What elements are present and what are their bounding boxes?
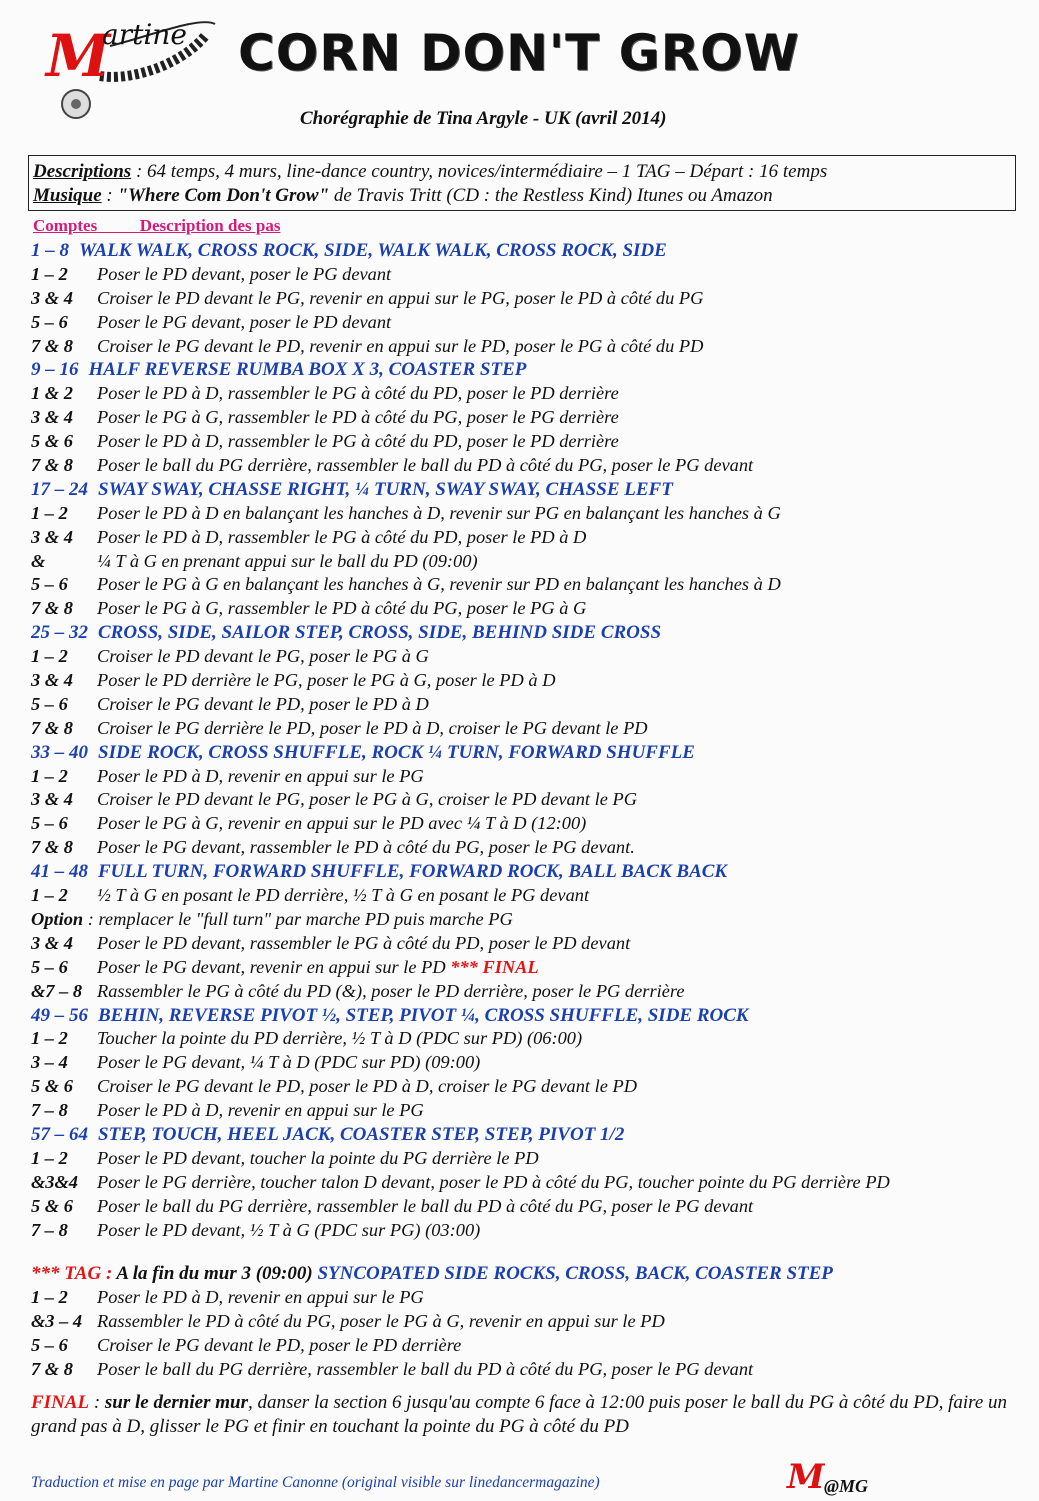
step-row [31,287,1031,311]
description-header: Description des pas [139,216,281,235]
step-count: &3 – 4 [31,1311,83,1332]
step-text: Croiser le PD devant le PG, poser le PG à G [97,646,429,667]
step-row [31,1171,1031,1195]
step-text: Poser le PD à D, revenir en appui sur le PG [97,1100,424,1121]
step-text: Poser le PD devant, poser le PG devant [97,263,392,284]
section-title: STEP, TOUCH, HEEL JACK, COASTER STEP, STEP, PIVOT 1/2 [98,1123,625,1145]
option-row [31,908,1031,932]
step-text: Poser le PD devant, toucher la pointe du PG derrière le PD [97,1147,539,1168]
step-row [31,1075,1031,1099]
step-text: Poser le PD à D, revenir en appui sur le PG [97,765,424,786]
spacer [31,1242,1031,1262]
step-count: 3 & 4 [31,670,73,691]
descriptions-text: : 64 temps, 4 murs, line-dance country, novices/intermédiaire – 1 TAG – Départ : 16 temps [131,161,828,182]
step-text: Poser le PG à G, rassembler le PD à côté du PG, poser le PG derrière [97,407,619,428]
music-song: "Where Com Don't Grow" [117,185,330,206]
tag-name: SYNCOPATED SIDE ROCKS, CROSS, BACK, COASTER STEP [317,1263,833,1285]
step-count: 7 & 8 [31,598,73,619]
step-count: 7 – 8 [31,1219,68,1240]
section-header [31,239,1031,263]
step-sheet [31,239,1031,1382]
step-text: Poser le PG à G, revenir en appui sur le PD avec ¼ T à D (12:00) [97,813,587,834]
tag-when: A la fin du mur 3 (09:00) [116,1263,318,1285]
tag-step-row [31,1310,1031,1334]
step-count: 5 – 6 [31,574,68,595]
step-count: 1 – 2 [31,646,68,667]
step-count: 7 – 8 [31,1100,68,1121]
step-text: Rassembler le PD à côté du PG, poser le PG à G, revenir en appui sur le PD [97,1311,665,1332]
step-row [31,406,1031,430]
step-text: Poser le PD devant, ½ T à G (PDC sur PG) (03:00) [97,1219,481,1240]
step-count: 5 & 6 [31,1076,73,1097]
tag-prefix: *** TAG [31,1263,102,1285]
step-row [31,526,1031,550]
step-row [31,812,1031,836]
step-row [31,669,1031,693]
step-text: Poser le PD à D, revenir en appui sur le PG [97,1287,424,1308]
choreography-credit: Chorégraphie de Tina Argyle - UK (avril 2014) [300,108,667,129]
music-text: de Travis Tritt (CD : the Restless Kind) Itunes ou Amazon [329,185,773,206]
tag-step-row [31,1286,1031,1310]
step-text: Croiser le PG derrière le PD, poser le PD à D, croiser le PG devant le PD [97,717,648,738]
step-text: Toucher la pointe du PD derrière, ½ T à D (PDC sur PD) (06:00) [97,1028,583,1049]
step-count: 3 – 4 [31,1052,68,1073]
step-count: 49 – 56 [31,1004,88,1026]
step-text: Croiser le PG devant le PD, poser le PD à D [97,693,429,714]
final-text: , danser la section 6 jusqu'au compte 6 face à 12:00 puis poser le ball du PG à côté du PD, faire un grand pas à D, glisser le PG et finir en touchant la pointe du PG à côté du PD [31,1392,1008,1437]
final-instructions [31,1391,1021,1439]
step-count: 25 – 32 [31,622,88,644]
step-text: Poser le PG devant, poser le PD devant [97,311,392,332]
step-text: Poser le ball du PG derrière, rassembler le ball du PD à côté du PG, poser le PG devant [97,1358,754,1379]
step-text: Poser le PG devant, ¼ T à D (PDC sur PD) (09:00) [97,1052,481,1073]
step-text: Rassembler le PG à côté du PD (&), poser le PD derrière, poser le PG derrière [97,980,685,1001]
step-row [31,980,1031,1004]
section-header [31,1004,1031,1028]
step-count: 7 & 8 [31,837,73,858]
step-count: 41 – 48 [31,861,88,883]
music-label: Musique [33,185,102,206]
step-row [31,1099,1031,1123]
step-count: 5 & 6 [31,1195,73,1216]
step-text: Poser le PG à G, rassembler le PD à côté du PG, poser le PG à G [97,598,587,619]
step-row [31,693,1031,717]
descriptions-label: Descriptions [33,161,132,182]
step-row [31,597,1031,621]
step-text: Poser le PG devant, rassembler le PD à côté du PG, poser le PG devant. [97,837,635,858]
step-count: 7 & 8 [31,1358,73,1379]
svg-text:M: M [787,1457,825,1496]
step-text: Poser le PG à G en balançant les hanches à G, revenir sur PD en balançant les hanches à D [97,574,781,595]
page-title: CORN DON'T GROW [238,24,800,82]
step-text: Poser le PD à D, rassembler le PG à côté du PD, poser le PD derrière [97,431,619,452]
step-row [31,765,1031,789]
step-text: Croiser le PG devant le PD, poser le PD à D, croiser le PG devant le PD [97,1076,638,1097]
step-count: 5 – 6 [31,311,68,332]
step-count: 33 – 40 [31,741,88,763]
step-row [31,502,1031,526]
tag-sep: : [101,1263,117,1285]
step-count: 3 & 4 [31,932,73,953]
step-text: Poser le PD à D, rassembler le PG à côté du PD, poser le PD à D [97,526,587,547]
descriptions-line [33,160,1009,184]
step-row [31,430,1031,454]
step-row [31,645,1031,669]
step-count: 7 & 8 [31,717,73,738]
section-header [31,478,1031,502]
step-count: 1 – 2 [31,765,68,786]
signature-m-icon [785,1456,825,1496]
section-header [31,741,1031,765]
step-count: & [31,550,46,571]
step-row [31,1027,1031,1051]
step-row [31,788,1031,812]
step-text: Poser le PD à D en balançant les hanches à D, revenir sur PG en balançant les hanches à G [97,502,781,523]
step-text: Croiser le PG devant le PD, revenir en appui sur le PD, poser le PG à côté du PD [97,335,704,356]
step-count: 3 & 4 [31,526,73,547]
step-row [31,263,1031,287]
step-count: 1 – 2 [31,885,68,906]
step-text: Croiser le PD devant le PG, revenir en appui sur le PG, poser le PD à côté du PG [97,287,704,308]
step-text: ¼ T à G en prenant appui sur le ball du PD (09:00) [97,550,478,571]
step-count: &3&4 [31,1171,79,1192]
signature-text: @MG [824,1476,868,1496]
section-title: SWAY SWAY, CHASSE RIGHT, ¼ TURN, SWAY SWAY, CHASSE LEFT [98,478,673,500]
step-count: 5 & 6 [31,431,73,452]
step-count: 5 – 6 [31,813,68,834]
step-row [31,550,1031,574]
step-count: 7 & 8 [31,455,73,476]
step-row [31,311,1031,335]
step-row [31,1219,1031,1243]
signature-logo [785,1456,825,1496]
section-header [31,621,1031,645]
step-text: Croiser le PD devant le PG, poser le PG à G, croiser le PD devant le PG [97,789,638,810]
step-count: 3 & 4 [31,407,73,428]
section-title: HALF REVERSE RUMBA BOX X 3, COASTER STEP [88,359,527,381]
music-line [33,184,1009,208]
martine-logo [40,6,230,126]
step-text: Poser le ball du PG derrière, rassembler le ball du PD à côté du PG, poser le PG devant [97,455,754,476]
step-row [31,573,1031,597]
section-title: FULL TURN, FORWARD SHUFFLE, FORWARD ROCK, BALL BACK BACK [98,861,728,883]
step-count: 1 – 2 [31,502,68,523]
column-headers [33,216,280,236]
step-text: Croiser le PG devant le PD, poser le PD derrière [97,1335,462,1356]
section-title: WALK WALK, CROSS ROCK, SIDE, WALK WALK, CROSS ROCK, SIDE [79,240,667,261]
step-count: 5 – 6 [31,956,68,977]
step-count: 1 – 2 [31,1287,68,1308]
step-row [31,335,1031,359]
step-count: 5 – 6 [31,693,68,714]
step-count: 1 & 2 [31,383,73,404]
step-row [31,1051,1031,1075]
step-text: Poser le PD à D, rassembler le PG à côté du PD, poser le PD derrière [97,383,619,404]
section-header [31,358,1031,382]
section-header [31,860,1031,884]
step-row [31,717,1031,741]
step-count: 1 – 8 [31,240,69,261]
step-count: 3 & 4 [31,287,73,308]
step-row [31,956,1031,980]
counts-header: Comptes [33,216,98,235]
final-label: FINAL [31,1392,90,1413]
step-count: 1 – 2 [31,1147,68,1168]
section-title: CROSS, SIDE, SAILOR STEP, CROSS, SIDE, BEHIND SIDE CROSS [98,622,662,644]
step-row [31,884,1031,908]
info-box [28,155,1016,211]
section-header [31,1123,1031,1147]
step-count: 1 – 2 [31,263,68,284]
music-sep: : [101,185,118,206]
step-row [31,1147,1031,1171]
step-count: 9 – 16 [31,359,79,381]
step-row [31,836,1031,860]
section-title: SIDE ROCK, CROSS SHUFFLE, ROCK ¼ TURN, FORWARD SHUFFLE [98,741,695,763]
step-count: Option [31,908,84,929]
martine-logo-graphic [40,6,230,126]
svg-text:M: M [46,22,111,90]
step-text: Poser le PD derrière le PG, poser le PG à G, poser le PD à D [97,670,556,691]
step-text: Poser le ball du PG derrière, rassembler le ball du PD à côté du PG, poser le PG devant [97,1195,754,1216]
final-marker: *** FINAL [450,956,539,977]
step-count: 17 – 24 [31,478,88,500]
svg-text:artine: artine [102,18,187,51]
step-count: 7 & 8 [31,335,73,356]
step-count: &7 – 8 [31,980,83,1001]
final-bold: sur le dernier mur [104,1392,248,1413]
step-count: 3 & 4 [31,789,73,810]
tag-step-row [31,1358,1031,1382]
step-row [31,382,1031,406]
step-row [31,932,1031,956]
tag-step-row [31,1334,1031,1358]
step-row [31,1195,1031,1219]
step-count: 5 – 6 [31,1335,68,1356]
step-count: 57 – 64 [31,1123,88,1145]
step-text: Poser le PG devant, revenir en appui sur le PD [97,956,451,977]
step-row [31,454,1031,478]
tag-header [31,1262,1031,1286]
section-title: BEHIN, REVERSE PIVOT ½, STEP, PIVOT ¼, CROSS SHUFFLE, SIDE ROCK [98,1004,749,1026]
step-text: Poser le PD devant, rassembler le PG à côté du PD, poser le PD devant [97,932,631,953]
final-sep: : [89,1392,105,1413]
footer-credit: Traduction et mise en page par Martine Canonne (original visible sur linedancermagazine) [31,1474,600,1491]
step-text: : remplacer le "full turn" par marche PD puis marche PG [83,908,513,929]
step-count: 1 – 2 [31,1028,68,1049]
step-text: ½ T à G en posant le PD derrière, ½ T à G en posant le PG devant [97,885,590,906]
step-text: Poser le PG derrière, toucher talon D devant, poser le PD à côté du PG, toucher pointe du PG derrière PD [97,1171,890,1192]
